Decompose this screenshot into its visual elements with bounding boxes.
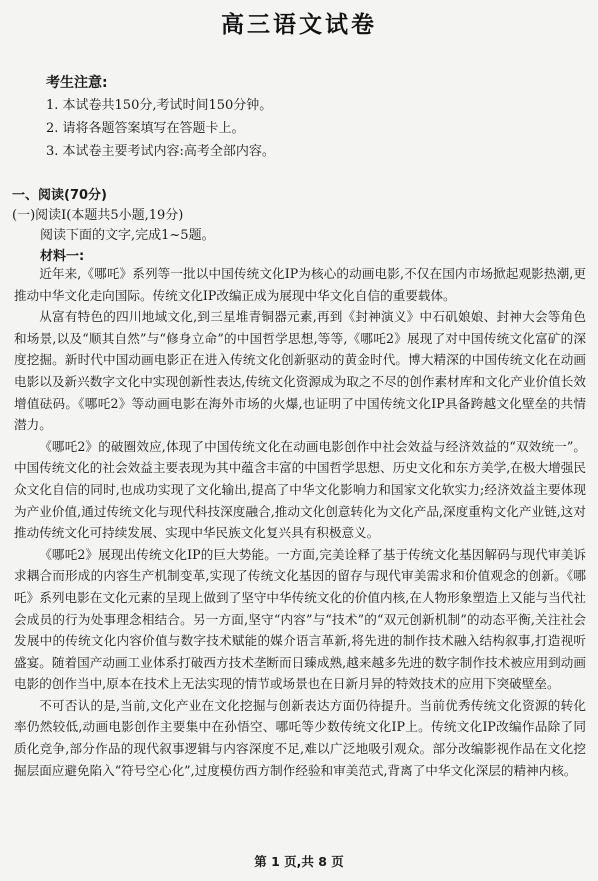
notice-item-3: 3. 本试卷主要考试内容:高考全部内容。 — [46, 144, 275, 159]
paragraph: 《哪吒2》展现出传统文化IP的巨大势能。一方面,完美诠释了基于传统文化基因解码与现代审美诉求耦合而形成的内容生产机制变革,实现了传统文化基因的留存与现代审美需求和价值观念的创新。《哪吒》系列电影在文化元素的呈现上做到了坚守中华传统文化的价值内核,在人物形象塑造上又能与当代社会成员的行为处事理念相结合。另一方面,坚守“内容”与“技术”的“双元创新机制”的动态平衡,关注社会发展中的传统文化内容价值与数字技术赋能的媒介语言革新,将先进的制作技术融入结构叙事,打造视听盛宴。随着国产动画工业体系打破西方技术垄断而日臻成熟,越来越多先进的数字制作技术被应用到动画电影的创作当中,原本在技术上无法实现的情节或场景也在日新月异的特效技术的应用下突破壁垒。 — [14, 546, 586, 692]
page-footer: 第 1 页,共 8 页 — [254, 854, 344, 869]
paragraph: 《哪吒2》的破圈效应,体现了中国传统文化在动画电影创作中社会效益与经济效益的“双效统一”。中国传统文化的社会效益主要表现为其中蕴含丰富的中国哲学思想、历史文化和东方美学,在极大增强民众文化自信的同时,也成功实现了文化输出,提高了中华文化影响力和国家文化软实力;经济效益主要体现为产业价值,通过传统文化与现代科技深度融合,推动文化创意转化为文化产品,深度重构文化产业链,这对推动传统文化可持续发展、实现中华民族文化复兴具有积极意义。 — [14, 438, 586, 541]
notice-heading: 考生注意: — [46, 75, 108, 91]
page-title: 高三语文试卷 — [221, 12, 377, 38]
article-body — [14, 263, 586, 781]
section-heading: 一、阅读(70分) — [12, 188, 107, 203]
subsection-heading: (一)阅读Ⅰ(本题共5小题,19分) — [12, 208, 184, 223]
reading-instruction: 阅读下面的文字,完成1~5题。 — [40, 228, 215, 243]
material-label: 材料一: — [40, 249, 85, 264]
paragraph: 从富有特色的四川地域文化,到三星堆青铜器元素,再到《封神演义》中石矶娘娘、封神大会等角色和场景,以及“顺其自然”与“修身立命”的中国哲学思想,等等,《哪吒2》展现了对中国传统文化富矿的深度挖掘。新时代中国动画电影正在进入传统文化创新驱动的黄金时代。博大精深的中国传统文化在动画电影以及新兴数字文化中实现创新性表达,传统文化资源成为取之不尽的创作素材库和文化产业价值长效增值砝码。《哪吒2》等动画电影在海外市场的火爆,也证明了中国传统文化IP具备跨越文化壁垒的共情潜力。 — [14, 309, 586, 433]
notice-item-1: 1. 本试卷共150分,考试时间150分钟。 — [46, 98, 273, 113]
paragraph: 近年来,《哪吒》系列等一批以中国传统文化IP为核心的动画电影,不仅在国内市场掀起观影热潮,更推动中华文化走向国际。传统文化IP改编正成为展现中华文化自信的重要载体。 — [14, 266, 586, 303]
paragraph: 不可否认的是,当前,文化产业在文化挖掘与创新表达方面仍待提升。当前优秀传统文化资源的转化率仍然较低,动画电影创作主要集中在孙悟空、哪吒等少数传统文化IP上。传统文化IP改编作品除了同质化竞争,部分作品的现代叙事逻辑与内容深度不足,难以广泛地吸引观众。部分改编影视作品在文化挖掘层面应避免陷入“符号空心化”,过度模仿西方制作经验和审美范式,背离了中华文化深层的精神内核。 — [14, 697, 586, 778]
notice-box — [46, 72, 275, 163]
notice-item-2: 2. 请将各题答案填写在答题卡上。 — [46, 121, 245, 136]
